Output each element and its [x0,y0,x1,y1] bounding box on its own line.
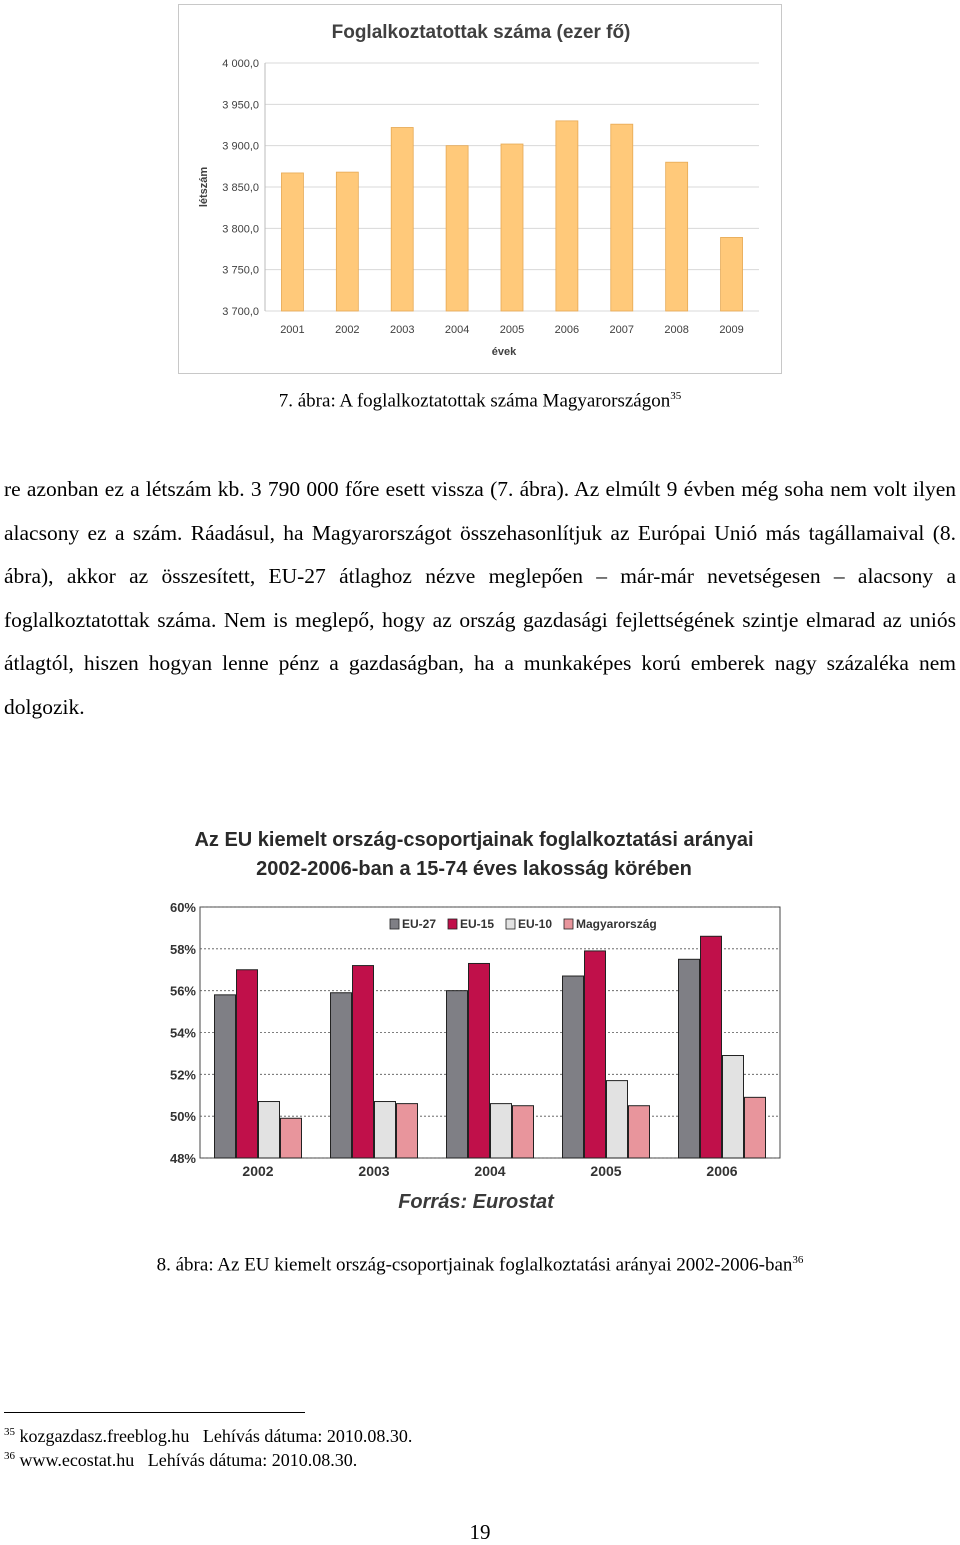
legend-label: Magyarország [576,917,657,931]
bar [237,970,258,1158]
y-tick-label: 3 800,0 [222,223,259,236]
bar [723,1056,744,1158]
bar [556,121,578,311]
employment-chart-svg [179,5,783,375]
bar [679,959,700,1158]
figure-7-caption-text: 7. ábra: A foglalkoztatottak száma Magyarországon [278,390,671,412]
footnote-rule [4,1412,305,1413]
bar [447,991,468,1158]
bar [375,1102,396,1158]
x-tick-label: 2004 [444,324,470,336]
employment-chart [178,4,782,374]
y-tick-label: 3 700,0 [222,306,259,318]
y-tick-label: 3 900,0 [222,140,259,153]
bar [281,173,303,311]
bar [745,1097,766,1158]
bar [259,1102,280,1158]
figure-8-footnote-ref: 36 [792,1254,804,1266]
legend-swatch [506,919,515,929]
footnote-text: www.ecostat.hu Lehívás dátuma: 2010.08.30. [19,1450,358,1470]
bar [397,1104,418,1158]
y-tick-label: 3 750,0 [222,264,259,277]
bar [563,976,584,1158]
bar [611,124,633,311]
x-tick-label: 2008 [664,324,689,336]
bar [391,127,413,311]
bar [331,993,352,1158]
bar [513,1106,534,1158]
footnote-number: 35 [4,1426,15,1438]
y-axis-label: létszám [198,166,210,208]
x-tick-label: 2006 [706,1163,738,1179]
legend-swatch [448,919,457,929]
bar [281,1118,302,1158]
y-tick-label: 52% [169,1067,196,1083]
footnote-35 [4,1426,412,1447]
chart-source: Forrás: Eurostat [398,1191,554,1213]
bar [336,172,358,311]
x-axis-label: évek [491,346,517,358]
y-tick-label: 60% [169,900,196,915]
figure-8-caption-text: 8. ábra: Az EU kiemelt ország-csoportjainak foglalkoztatási arányai 2002-2006-ban [156,1254,793,1276]
body-paragraph: re azonban ez a létszám kb. 3 790 000 főre esett vissza (7. ábra). Az elmúlt 9 évben még soha nem volt ilyen alacsony ez a szám. Ráadásul, ha Magyarországot összehasonlítjuk az Európai Unió más tagállamaival (8. ábra), akkor az összesített, EU-27 átlaghoz nézve meglepően – már-már nevetségesen – alacsony a foglalkoztatottak száma. Nem is meglepő, hogy az ország gazdasági fejlettségének szintje elmarad az uniós átlagtól, hiszen hogyan lenne pénz a gazdaságban, ha a munkaképes korú emberek nagy százaléka nem dolgozik. [4,477,956,719]
legend-label: EU-15 [460,917,495,931]
legend-label: EU-10 [518,917,553,931]
bar [585,951,606,1158]
x-tick-label: 2002 [242,1163,274,1179]
x-tick-label: 2007 [609,324,635,336]
x-tick-label: 2003 [358,1163,390,1179]
footnote-text: kozgazdasz.freeblog.hu Lehívás dátuma: 2010.08.30. [19,1426,413,1446]
x-tick-label: 2003 [389,324,415,336]
bar [491,1104,512,1158]
y-tick-label: 56% [169,983,196,999]
legend-swatch [564,919,573,929]
bar [215,995,236,1158]
chart-title-line-2: 2002-2006-ban a 15-74 éves lakosság körében [256,858,692,880]
y-tick-label: 54% [169,1025,196,1041]
y-tick-label: 3 850,0 [222,182,259,194]
x-tick-label: 2009 [719,324,744,336]
y-tick-label: 58% [169,941,196,957]
bar [353,966,374,1158]
x-tick-label: 2005 [590,1163,622,1179]
eu-employment-rate-chart [160,820,800,1220]
chart-title: Foglalkoztatottak száma (ezer fő) [331,22,631,43]
footnote-number: 36 [4,1450,15,1462]
x-tick-label: 2002 [335,324,360,336]
figure-7-caption [0,390,960,412]
y-tick-label: 4 000,0 [222,58,259,70]
bar [666,162,688,311]
footnote-36 [4,1450,357,1471]
bar [701,936,722,1158]
x-tick-label: 2004 [474,1163,506,1179]
chart-title-line-1: Az EU kiemelt ország-csoportjainak foglalkoztatási arányai [194,829,754,851]
legend-label: EU-27 [402,917,437,931]
y-tick-label: 3 950,0 [222,99,259,112]
figure-8-caption [0,1254,960,1276]
bar [607,1081,628,1158]
bar [721,237,743,311]
y-tick-label: 50% [169,1109,196,1125]
bar [446,146,468,311]
x-tick-label: 2001 [280,324,305,336]
bar [501,144,523,311]
page-number: 19 [469,1520,491,1544]
legend-swatch [390,919,399,929]
y-tick-label: 48% [169,1151,196,1166]
bar [469,963,490,1158]
x-tick-label: 2006 [554,324,580,336]
body-text [4,468,956,729]
figure-7-footnote-ref: 35 [670,390,682,402]
x-tick-label: 2005 [499,324,525,336]
bar [629,1106,650,1158]
